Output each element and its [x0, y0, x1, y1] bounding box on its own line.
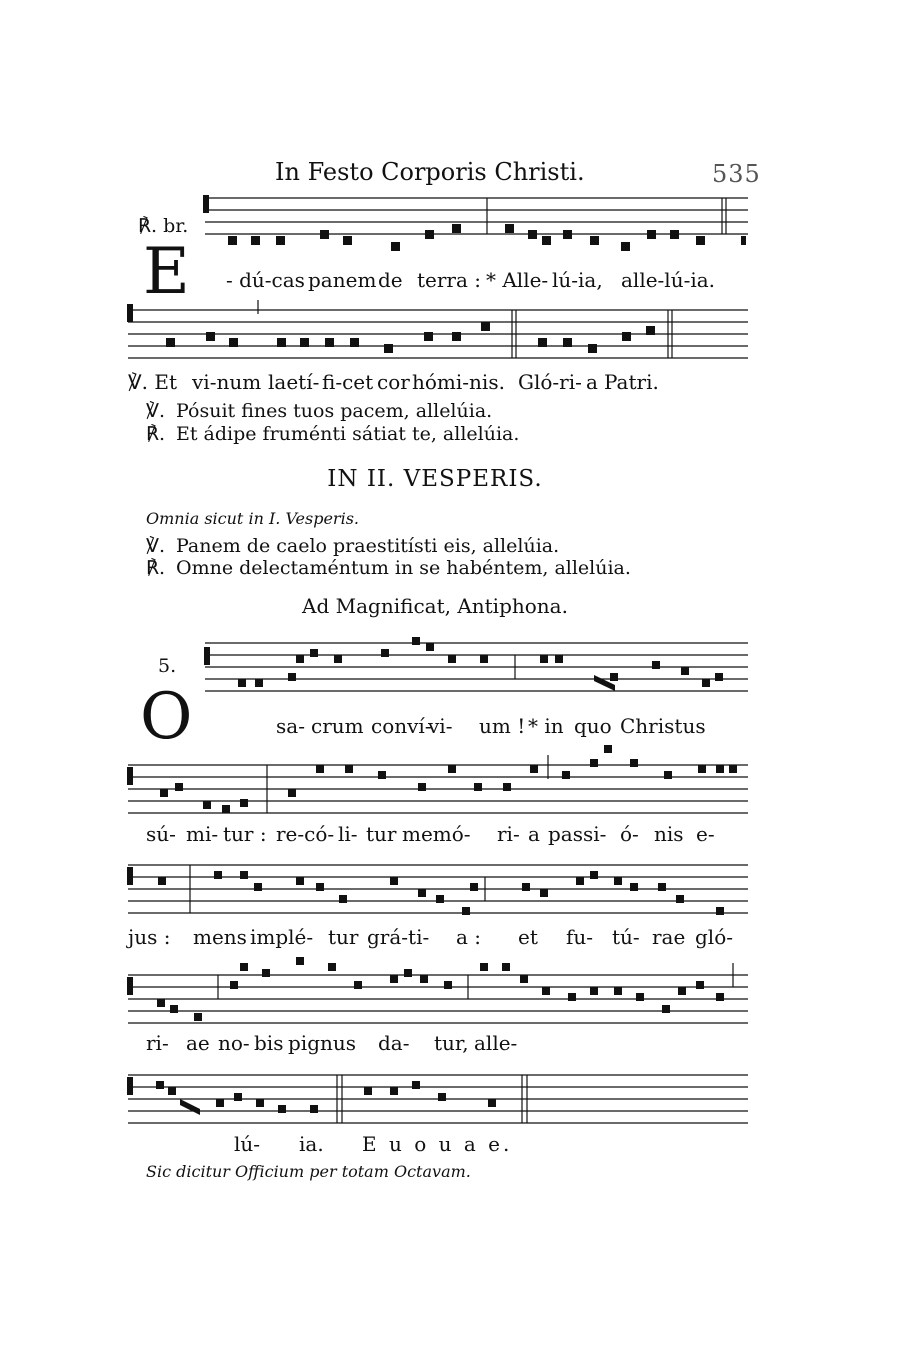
footer-rubric: Sic dicitur Officium per totam Octavam.: [146, 1162, 471, 1181]
syllable: rae: [652, 925, 686, 949]
syllable: cor: [377, 370, 410, 394]
syllable: ó-: [620, 822, 639, 846]
syllable: vi-num: [192, 370, 262, 394]
syllable: da-: [378, 1031, 410, 1055]
syllable: fu-: [566, 925, 594, 949]
syllable: ae: [186, 1031, 210, 1055]
response: [146, 557, 631, 579]
syllable: memó-: [402, 822, 471, 846]
response-text: Omne delectaméntum in se habéntem, allelúia.: [176, 557, 631, 579]
syllable: sú-: [146, 822, 176, 846]
versicle: [146, 535, 559, 557]
responsory-label: ℟. br.: [138, 215, 189, 237]
syllable: jus :: [128, 925, 171, 949]
antiphon-initial: O: [140, 680, 193, 754]
syllable: mi-: [186, 822, 219, 846]
syllable: tur: [366, 822, 397, 846]
syllable: * in: [528, 714, 564, 738]
response: [146, 423, 519, 445]
versicle-symbol: ℣.: [146, 400, 166, 422]
syllable: de: [378, 268, 403, 292]
syllable: a: [528, 822, 540, 846]
syllable: Patri.: [604, 370, 659, 394]
syllable: fi-cet: [322, 370, 374, 394]
syllable: passi-: [548, 822, 607, 846]
syllable: quo: [574, 714, 612, 738]
syllable: e-: [696, 822, 715, 846]
syllable: alle-lú-ia.: [621, 268, 716, 292]
syllable: tú-: [612, 925, 640, 949]
syllable: li-: [338, 822, 358, 846]
syllable: - dú-cas: [226, 268, 305, 292]
staff-3: [0, 635, 900, 715]
syllable: ri-: [146, 1031, 169, 1055]
responsory-initial: E: [143, 235, 190, 309]
staff-2: [0, 300, 900, 380]
syllable: sa-: [276, 714, 305, 738]
syllable: no-: [218, 1031, 250, 1055]
syllable: re-có-: [276, 822, 335, 846]
syllable: ri-: [497, 822, 520, 846]
syllable: conví-: [371, 714, 432, 738]
section-heading: IN II. VESPERIS.: [327, 466, 543, 492]
mode-number: 5.: [158, 655, 177, 677]
syllable: gló-: [695, 925, 733, 949]
syllable: tur :: [223, 822, 267, 846]
syllable: Gló-ri-: [518, 370, 582, 394]
syllable: panem: [308, 268, 377, 292]
syllable: hómi-nis.: [412, 370, 505, 394]
syllable: grá-ti-: [367, 925, 430, 949]
syllable: et: [518, 925, 538, 949]
syllable: pignus: [288, 1031, 357, 1055]
versicle-text: Pósuit fines tuos pacem, allelúia.: [176, 400, 493, 422]
versicle: [146, 400, 492, 422]
staff-1: [0, 190, 900, 270]
rubric: Omnia sicut in I. Vesperis.: [146, 509, 359, 528]
page-number: 535: [712, 160, 761, 188]
page-title: In Festo Corporis Christi.: [275, 158, 585, 186]
syllable: Christus: [620, 714, 706, 738]
syllable: mens: [193, 925, 247, 949]
syllable: * Alle-: [486, 268, 549, 292]
staff-4: [0, 745, 900, 825]
syllable: implé-: [250, 925, 314, 949]
syllable: laetí-: [268, 370, 320, 394]
antiphon-title: Ad Magnificat, Antiphona.: [302, 594, 568, 618]
euouae: E u o u a e.: [362, 1132, 513, 1156]
response-symbol: ℟.: [146, 423, 166, 445]
staff-5: [0, 855, 900, 935]
syllable: a :: [456, 925, 482, 949]
syllable: vi-: [428, 714, 453, 738]
response-symbol: ℟.: [146, 557, 166, 579]
versicle-text: Panem de caelo praestitísti eis, allelúia.: [176, 535, 560, 557]
response-text: Et ádipe fruménti sátiat te, allelúia.: [176, 423, 520, 445]
syllable: crum: [311, 714, 364, 738]
syllable: ℣. Et: [128, 370, 178, 394]
syllable: terra :: [417, 268, 482, 292]
syllable: tur: [328, 925, 359, 949]
syllable: lú-: [234, 1132, 261, 1156]
syllable: alle-: [474, 1031, 518, 1055]
syllable: bis: [254, 1031, 284, 1055]
staff-6: [0, 955, 900, 1035]
syllable: tur,: [434, 1031, 469, 1055]
syllable: a: [586, 370, 598, 394]
versicle-symbol: ℣.: [146, 535, 166, 557]
syllable: nis: [654, 822, 684, 846]
syllable: ia.: [299, 1132, 324, 1156]
syllable: lú-ia,: [552, 268, 603, 292]
syllable: um !: [479, 714, 526, 738]
